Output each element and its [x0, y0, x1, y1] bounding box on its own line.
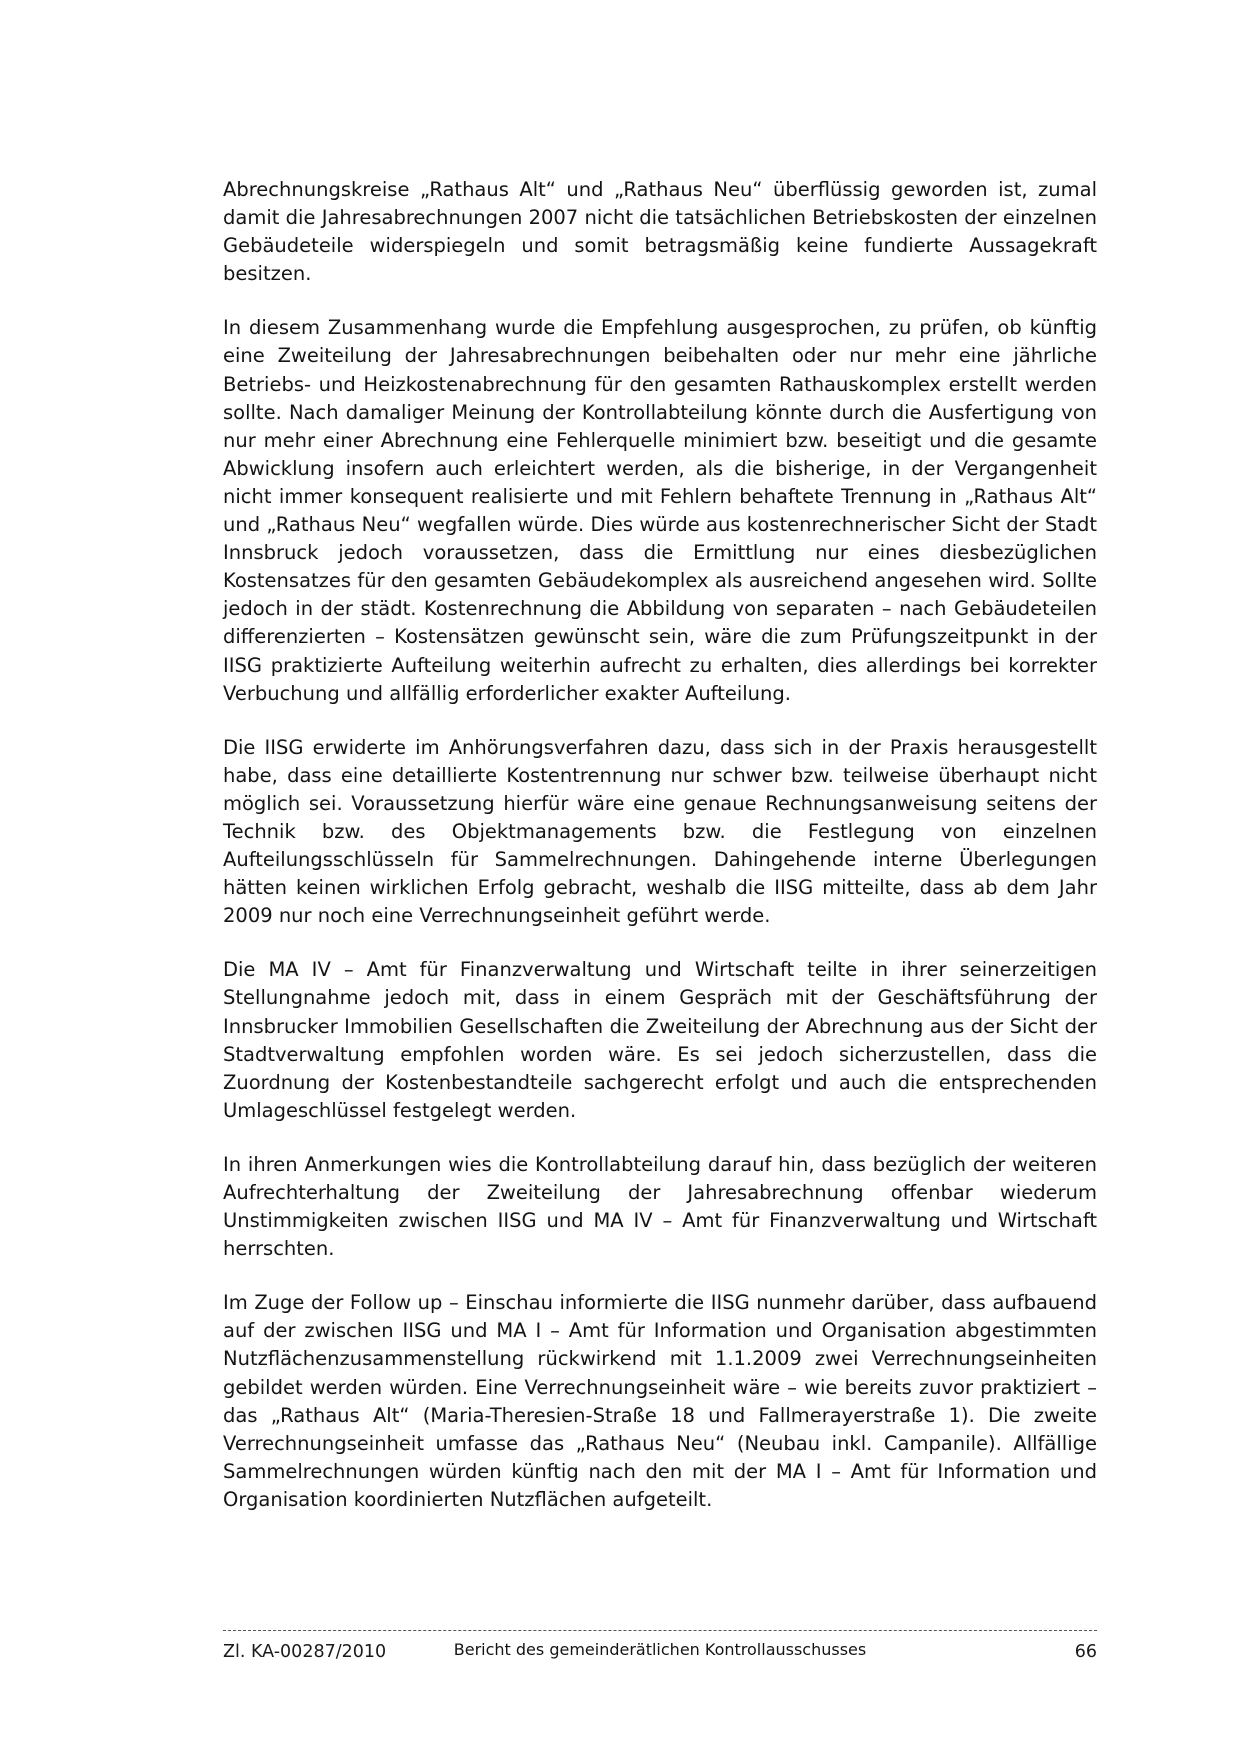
page-body	[223, 176, 1097, 1514]
paragraph-1: Abrechnungskreise „Rathaus Alt“ und „Rathaus Neu“ überflüssig geworden ist, zumal damit die Jahresabrechnungen 2007 nicht die tatsächlichen Betriebskosten der einzelnen Gebäudeteile widerspiegeln und somit betragsmäßig keine fundierte Aussagekraft besitzen.	[223, 178, 1097, 286]
paragraph-5: In ihren Anmerkungen wies die Kontrollabteilung darauf hin, dass bezüglich der weiteren Aufrechterhaltung der Zweiteilung der Jahresabrechnung offenbar wiederum Unstimmigkeiten zwischen IISG und MA IV – Amt für Finanzverwaltung und Wirtschaft herrschten.	[223, 1152, 1097, 1261]
paragraph-3: Die IISG erwiderte im Anhörungsverfahren dazu, dass sich in der Praxis herausgestellt habe, dass eine detaillierte Kostentrennung nur schwer bzw. teilweise überhaupt nicht möglich sei. Voraussetzung hierfür wäre eine genaue Rechnungsanweisung seitens der Technik bzw. des Objektmanagements bzw. die Festlegung von einzelnen Aufteilungsschlüsseln für Sammelrechnungen. Dahingehende interne Überlegungen hätten keinen wirklichen Erfolg gebracht, weshalb die IISG mitteilte, dass ab dem Jahr 2009 nur noch eine Verrechnungseinheit geführt werde.	[223, 735, 1097, 928]
paragraph-4: Die MA IV – Amt für Finanzverwaltung und Wirtschaft teilte in ihrer seinerzeitigen Stellungnahme jedoch mit, dass in einem Gespräch mit der Geschäftsführung der Innsbrucker Immobilien Gesellschaften die Zweiteilung der Abrechnung aus der Sicht der Stadtverwaltung empfohlen worden wäre. Es sei jedoch sicherzustellen, dass die Zuordnung der Kostenbestandteile sachgerecht erfolgt und auch die entsprechenden Umlageschlüssel festgelegt werden.	[223, 958, 1097, 1122]
footer-reference: Zl. KA-00287/2010	[223, 1642, 387, 1662]
paragraph-2: In diesem Zusammenhang wurde die Empfehlung ausgesprochen, zu prüfen, ob künftig eine Zweiteilung der Jahresabrechnungen beibehalten oder nur mehr eine jährliche Betriebs- und Heizkostenabrechnung für den gesamten Rathauskomplex erstellt werden sollte. Nach damaliger Meinung der Kontrollabteilung könnte durch die Ausfertigung von nur mehr einer Abrechnung eine Fehlerquelle minimiert bzw. beseitigt und die gesamte Abwicklung insofern auch erleichtert werden, als die bisherige, in der Vergangenheit nicht immer konsequent realisierte und mit Fehlern behaftete Trennung in „Rathaus Alt“ und „Rathaus Neu“ wegfallen würde. Dies würde aus kostenrechnerischer Sicht der Stadt Innsbruck jedoch voraussetzen, dass die Ermittlung nur eines diesbezüglichen Kostensatzes für den gesamten Gebäudekomplex als ausreichend angesehen wird. Sollte jedoch in der städt. Kostenrechnung die Abbildung von separaten – nach Gebäudeteilen differenzierten – Kostensätzen gewünscht sein, wäre die zum Prüfungszeitpunkt in der IISG praktizierte Aufteilung weiterhin aufrecht zu erhalten, dies allerdings bei korrekter Verbuchung und allfällig erforderlicher exakter Aufteilung.	[223, 316, 1097, 705]
page-footer	[223, 1630, 1097, 1663]
footer-page-number: 66	[1074, 1642, 1097, 1662]
footer-title: Bericht des gemeinderätlichen Kontrollausschusses	[453, 1640, 867, 1659]
paragraph-6: Im Zuge der Follow up – Einschau informierte die IISG nunmehr darüber, dass aufbauend auf der zwischen IISG und MA I – Amt für Information und Organisation abgestimmten Nutzflächenzusammenstellung rückwirkend mit 1.1.2009 zwei Verrechnungseinheiten gebildet werden würden. Eine Verrechnungseinheit wäre – wie bereits zuvor praktiziert – das „Rathaus Alt“ (Maria-Theresien-Straße 18 und Fallmerayerstraße 1). Die zweite Verrechnungseinheit umfasse das „Rathaus Neu“ (Neubau inkl. Campanile). Allfällige Sammelrechnungen würden künftig nach den mit der MA I – Amt für Information und Organisation koordinierten Nutzflächen aufgeteilt.	[223, 1291, 1097, 1511]
footer-divider	[223, 1630, 1097, 1631]
